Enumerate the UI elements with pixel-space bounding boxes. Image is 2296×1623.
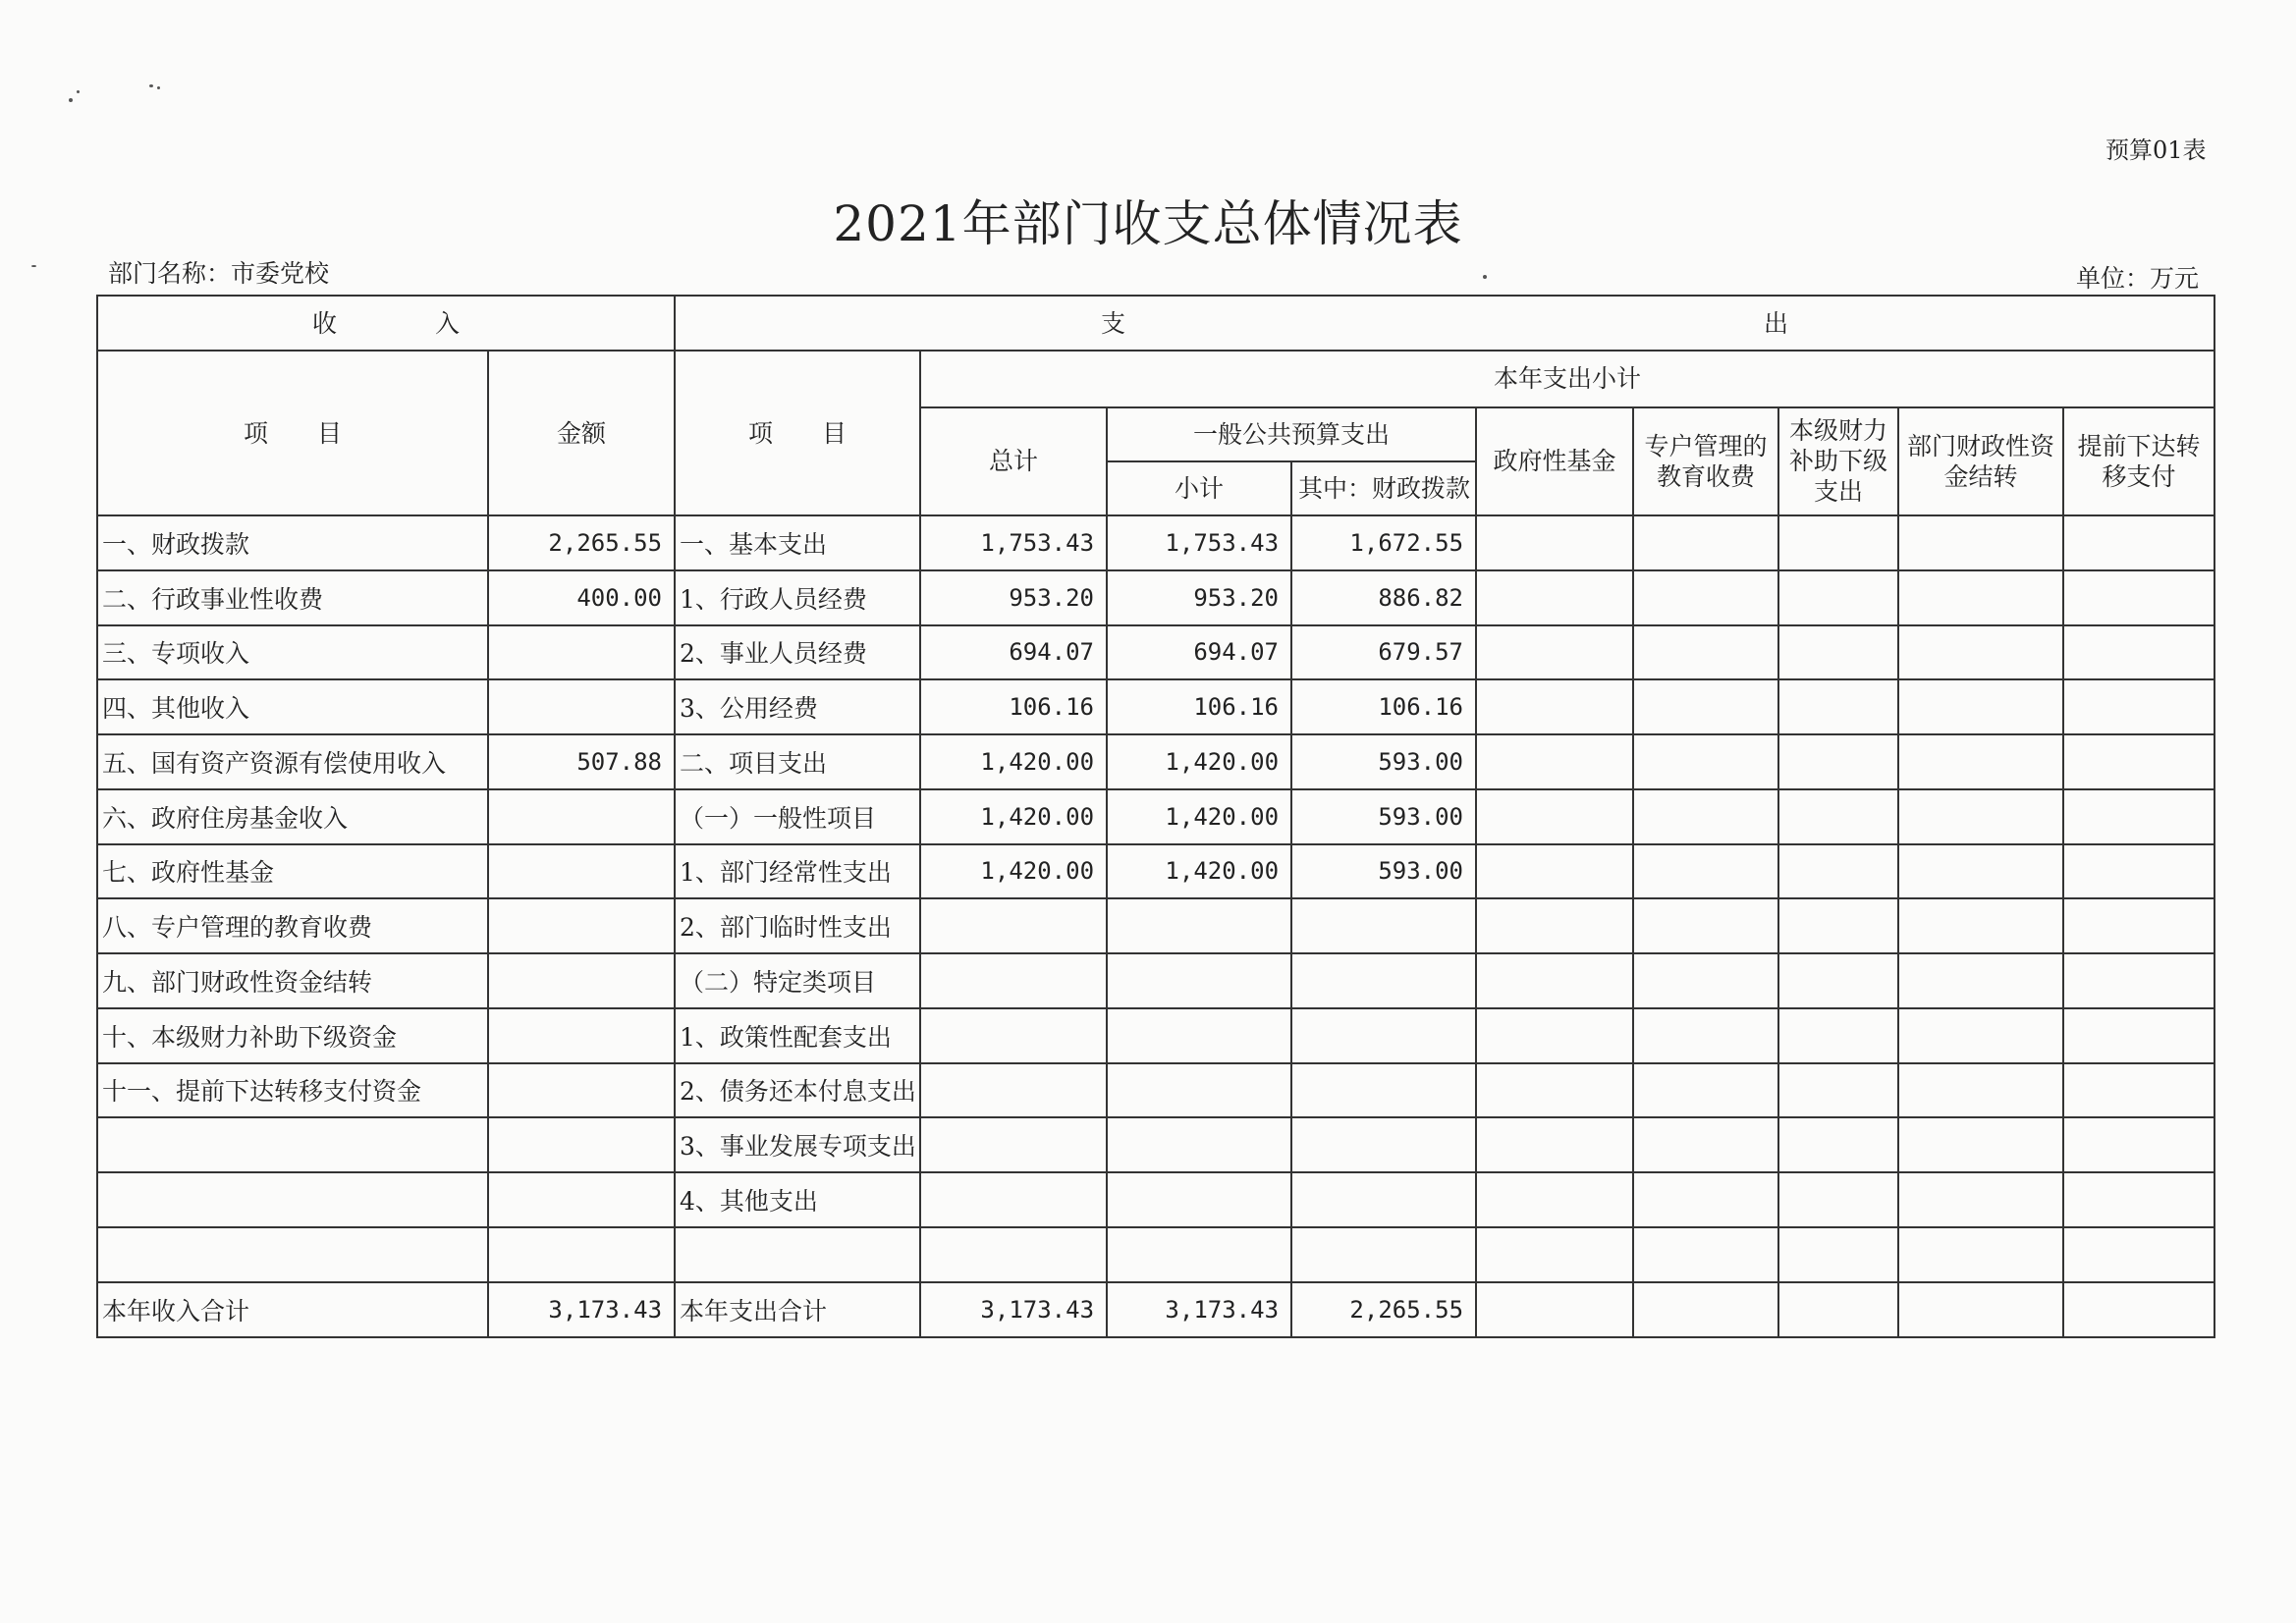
empty-cell bbox=[1476, 844, 1633, 899]
empty-cell bbox=[1633, 953, 1778, 1008]
expense-fiscal-cell: 593.00 bbox=[1291, 844, 1476, 899]
empty-cell bbox=[1778, 844, 1898, 899]
expense-item: 2、债务还本付息支出 bbox=[675, 1063, 920, 1118]
empty-cell bbox=[1778, 1227, 1898, 1282]
expense-item: （二）特定类项目 bbox=[675, 953, 920, 1008]
empty-cell bbox=[1633, 1063, 1778, 1118]
empty-cell bbox=[1778, 515, 1898, 570]
scan-speck bbox=[31, 265, 36, 267]
income-item: 一、财政拨款 bbox=[97, 515, 488, 570]
table-row bbox=[97, 570, 2214, 625]
empty-cell bbox=[1476, 679, 1633, 734]
income-item: 九、部门财政性资金结转 bbox=[97, 953, 488, 1008]
empty-cell bbox=[2063, 1282, 2214, 1337]
income-amount bbox=[488, 625, 675, 680]
empty-cell bbox=[1898, 1008, 2063, 1063]
expense-subtotal-cell: 1,753.43 bbox=[1107, 515, 1291, 570]
general-budget-header: 一般公共预算支出 bbox=[1107, 407, 1476, 461]
expense-total-cell bbox=[920, 1008, 1107, 1063]
expense-item-header: 项 目 bbox=[675, 351, 920, 515]
empty-cell bbox=[1898, 953, 2063, 1008]
budget-table bbox=[96, 295, 2215, 1338]
income-amount bbox=[488, 1227, 675, 1282]
empty-cell bbox=[1778, 1172, 1898, 1227]
income-amount bbox=[488, 1117, 675, 1172]
expense-total-cell bbox=[920, 1117, 1107, 1172]
empty-cell bbox=[1898, 898, 2063, 953]
income-item: 八、专户管理的教育收费 bbox=[97, 898, 488, 953]
empty-cell bbox=[1476, 734, 1633, 789]
table-row bbox=[97, 1227, 2214, 1282]
income-item: 三、专项收入 bbox=[97, 625, 488, 680]
income-item-header: 项 目 bbox=[97, 351, 488, 515]
empty-cell bbox=[2063, 625, 2214, 680]
expense-total-cell: 1,420.00 bbox=[920, 789, 1107, 844]
table-row bbox=[97, 1172, 2214, 1227]
expense-total-cell: 1,420.00 bbox=[920, 734, 1107, 789]
expense-subtotal-cell: 1,420.00 bbox=[1107, 734, 1291, 789]
expense-fiscal-cell bbox=[1291, 898, 1476, 953]
empty-cell bbox=[1898, 679, 2063, 734]
expense-item: 3、公用经费 bbox=[675, 679, 920, 734]
empty-cell bbox=[1898, 734, 2063, 789]
income-item: 十一、提前下达转移支付资金 bbox=[97, 1063, 488, 1118]
expense-fiscal-cell: 593.00 bbox=[1291, 789, 1476, 844]
empty-cell bbox=[1778, 789, 1898, 844]
empty-cell bbox=[2063, 1172, 2214, 1227]
empty-cell bbox=[1898, 844, 2063, 899]
empty-cell bbox=[1898, 515, 2063, 570]
expense-fiscal-cell bbox=[1291, 1008, 1476, 1063]
income-header: 收 入 bbox=[97, 296, 675, 351]
scan-speck bbox=[1483, 275, 1487, 279]
table-row bbox=[97, 898, 2214, 953]
expense-total-cell: 1,420.00 bbox=[920, 844, 1107, 899]
empty-cell bbox=[1898, 1282, 2063, 1337]
empty-cell bbox=[1633, 625, 1778, 680]
table-row bbox=[97, 1063, 2214, 1118]
expense-item: 2、事业人员经费 bbox=[675, 625, 920, 680]
expense-total-cell: 106.16 bbox=[920, 679, 1107, 734]
income-amount bbox=[488, 1008, 675, 1063]
expense-total-cell bbox=[920, 1172, 1107, 1227]
empty-cell bbox=[1476, 789, 1633, 844]
expense-fiscal-cell bbox=[1291, 1117, 1476, 1172]
income-amount bbox=[488, 789, 675, 844]
expense-item: 一、基本支出 bbox=[675, 515, 920, 570]
empty-cell bbox=[1633, 789, 1778, 844]
empty-cell bbox=[2063, 1227, 2214, 1282]
expense-subtotal-cell: 106.16 bbox=[1107, 679, 1291, 734]
unit-label: 单位：万元 bbox=[2076, 264, 2200, 293]
empty-cell bbox=[1898, 1063, 2063, 1118]
empty-cell bbox=[1476, 1063, 1633, 1118]
empty-cell bbox=[1898, 625, 2063, 680]
expense-total-subtotal: 3,173.43 bbox=[1107, 1282, 1291, 1337]
income-total-label: 本年收入合计 bbox=[97, 1282, 488, 1337]
expense-subtotal-cell bbox=[1107, 1008, 1291, 1063]
empty-cell bbox=[1476, 1282, 1633, 1337]
expense-subtotal-cell: 953.20 bbox=[1107, 570, 1291, 625]
empty-cell bbox=[2063, 844, 2214, 899]
empty-cell bbox=[1476, 1172, 1633, 1227]
income-item bbox=[97, 1117, 488, 1172]
expense-fiscal-cell: 1,672.55 bbox=[1291, 515, 1476, 570]
empty-cell bbox=[1476, 898, 1633, 953]
table-row bbox=[97, 515, 2214, 570]
empty-cell bbox=[1778, 1282, 1898, 1337]
income-amount: 400.00 bbox=[488, 570, 675, 625]
expense-fiscal-cell: 886.82 bbox=[1291, 570, 1476, 625]
expense-subtotal-cell: 1,420.00 bbox=[1107, 789, 1291, 844]
transfer-header: 提前下达转移支付 bbox=[2063, 407, 2214, 516]
expense-fiscal-cell bbox=[1291, 1227, 1476, 1282]
carryover-header: 部门财政性资金结转 bbox=[1898, 407, 2063, 516]
income-item bbox=[97, 1172, 488, 1227]
empty-cell bbox=[2063, 1008, 2214, 1063]
empty-cell bbox=[2063, 1117, 2214, 1172]
empty-cell bbox=[2063, 515, 2214, 570]
expense-total-cell bbox=[920, 898, 1107, 953]
empty-cell bbox=[1778, 570, 1898, 625]
expense-total-cell bbox=[920, 1227, 1107, 1282]
empty-cell bbox=[2063, 570, 2214, 625]
expense-total-cell: 953.20 bbox=[920, 570, 1107, 625]
table-row bbox=[97, 844, 2214, 899]
empty-cell bbox=[1778, 1008, 1898, 1063]
empty-cell bbox=[1476, 570, 1633, 625]
empty-cell bbox=[1476, 1008, 1633, 1063]
empty-cell bbox=[1476, 1117, 1633, 1172]
income-amount: 2,265.55 bbox=[488, 515, 675, 570]
scan-speck bbox=[157, 86, 160, 89]
empty-cell bbox=[1476, 515, 1633, 570]
empty-cell bbox=[2063, 898, 2214, 953]
empty-cell bbox=[1898, 570, 2063, 625]
income-amount bbox=[488, 679, 675, 734]
empty-cell bbox=[1633, 679, 1778, 734]
empty-cell bbox=[1778, 625, 1898, 680]
empty-cell bbox=[1633, 898, 1778, 953]
expense-fiscal-cell bbox=[1291, 1172, 1476, 1227]
empty-cell bbox=[1476, 625, 1633, 680]
empty-cell bbox=[2063, 789, 2214, 844]
expense-fiscal-cell: 593.00 bbox=[1291, 734, 1476, 789]
income-amount bbox=[488, 898, 675, 953]
page-title: 2021年部门收支总体情况表 bbox=[833, 195, 1463, 252]
expense-item: 1、行政人员经费 bbox=[675, 570, 920, 625]
expense-total-cell bbox=[920, 953, 1107, 1008]
empty-cell bbox=[2063, 734, 2214, 789]
empty-cell bbox=[1778, 898, 1898, 953]
empty-cell bbox=[1633, 734, 1778, 789]
income-item: 六、政府住房基金收入 bbox=[97, 789, 488, 844]
expense-subtotal-cell bbox=[1107, 1227, 1291, 1282]
expense-total-cell: 694.07 bbox=[920, 625, 1107, 680]
expense-subtotal-cell bbox=[1107, 1063, 1291, 1118]
gov-fund-header: 政府性基金 bbox=[1476, 407, 1633, 516]
income-item: 七、政府性基金 bbox=[97, 844, 488, 899]
empty-cell bbox=[1633, 1172, 1778, 1227]
income-amount: 507.88 bbox=[488, 734, 675, 789]
scan-speck bbox=[149, 84, 153, 87]
empty-cell bbox=[2063, 679, 2214, 734]
total-header: 总计 bbox=[920, 407, 1107, 516]
empty-cell bbox=[1898, 789, 2063, 844]
empty-cell bbox=[1633, 570, 1778, 625]
income-amount bbox=[488, 1172, 675, 1227]
empty-cell bbox=[1778, 679, 1898, 734]
expense-subtotal-cell: 1,420.00 bbox=[1107, 844, 1291, 899]
expense-total-label: 本年支出合计 bbox=[675, 1282, 920, 1337]
income-item bbox=[97, 1227, 488, 1282]
income-amount-header: 金额 bbox=[488, 351, 675, 515]
empty-cell bbox=[1633, 1008, 1778, 1063]
empty-cell bbox=[1633, 844, 1778, 899]
table-row bbox=[97, 734, 2214, 789]
table-row bbox=[97, 1008, 2214, 1063]
subsidy-header: 本级财力补助下级支出 bbox=[1778, 407, 1898, 516]
expense-item: 1、政策性配套支出 bbox=[675, 1008, 920, 1063]
empty-cell bbox=[2063, 953, 2214, 1008]
expense-total-fiscal: 2,265.55 bbox=[1291, 1282, 1476, 1337]
fiscal-header: 其中：财政拨款 bbox=[1291, 461, 1476, 515]
table-row bbox=[97, 1117, 2214, 1172]
empty-cell bbox=[1778, 734, 1898, 789]
edu-fee-header: 专户管理的教育收费 bbox=[1633, 407, 1778, 516]
empty-cell bbox=[1476, 953, 1633, 1008]
form-code: 预算01表 bbox=[2105, 136, 2207, 164]
department-label: 部门名称：市委党校 bbox=[108, 259, 330, 288]
income-item: 四、其他收入 bbox=[97, 679, 488, 734]
income-item: 二、行政事业性收费 bbox=[97, 570, 488, 625]
year-subtotal-header: 本年支出小计 bbox=[920, 351, 2214, 406]
expense-item: 3、事业发展专项支出 bbox=[675, 1117, 920, 1172]
expense-subtotal-cell bbox=[1107, 953, 1291, 1008]
expense-item: 二、项目支出 bbox=[675, 734, 920, 789]
table-row bbox=[97, 679, 2214, 734]
empty-cell bbox=[1778, 1117, 1898, 1172]
expense-fiscal-cell bbox=[1291, 953, 1476, 1008]
empty-cell bbox=[1633, 1282, 1778, 1337]
scan-speck bbox=[69, 98, 73, 102]
empty-cell bbox=[2063, 1063, 2214, 1118]
empty-cell bbox=[1633, 515, 1778, 570]
subtotal-header: 小计 bbox=[1107, 461, 1291, 515]
empty-cell bbox=[1476, 1227, 1633, 1282]
empty-cell bbox=[1898, 1172, 2063, 1227]
expense-fiscal-cell: 106.16 bbox=[1291, 679, 1476, 734]
empty-cell bbox=[1633, 1227, 1778, 1282]
expense-item: 4、其他支出 bbox=[675, 1172, 920, 1227]
table-row bbox=[97, 625, 2214, 680]
scan-speck bbox=[77, 90, 80, 93]
income-amount bbox=[488, 1063, 675, 1118]
empty-cell bbox=[1633, 1117, 1778, 1172]
empty-cell bbox=[1898, 1227, 2063, 1282]
expense-header: 支 出 bbox=[675, 296, 2214, 351]
expense-total-cell: 1,753.43 bbox=[920, 515, 1107, 570]
income-total-amount: 3,173.43 bbox=[488, 1282, 675, 1337]
expense-fiscal-cell: 679.57 bbox=[1291, 625, 1476, 680]
empty-cell bbox=[1898, 1117, 2063, 1172]
income-item: 十、本级财力补助下级资金 bbox=[97, 1008, 488, 1063]
expense-subtotal-cell bbox=[1107, 1172, 1291, 1227]
expense-subtotal-cell bbox=[1107, 1117, 1291, 1172]
empty-cell bbox=[1778, 953, 1898, 1008]
income-amount bbox=[488, 844, 675, 899]
income-amount bbox=[488, 953, 675, 1008]
expense-item: 2、部门临时性支出 bbox=[675, 898, 920, 953]
expense-total: 3,173.43 bbox=[920, 1282, 1107, 1337]
expense-item bbox=[675, 1227, 920, 1282]
empty-cell bbox=[1778, 1063, 1898, 1118]
expense-subtotal-cell: 694.07 bbox=[1107, 625, 1291, 680]
income-item: 五、国有资产资源有偿使用收入 bbox=[97, 734, 488, 789]
table-row bbox=[97, 953, 2214, 1008]
expense-total-cell bbox=[920, 1063, 1107, 1118]
expense-fiscal-cell bbox=[1291, 1063, 1476, 1118]
expense-item: （一）一般性项目 bbox=[675, 789, 920, 844]
expense-subtotal-cell bbox=[1107, 898, 1291, 953]
table-row bbox=[97, 789, 2214, 844]
expense-item: 1、部门经常性支出 bbox=[675, 844, 920, 899]
